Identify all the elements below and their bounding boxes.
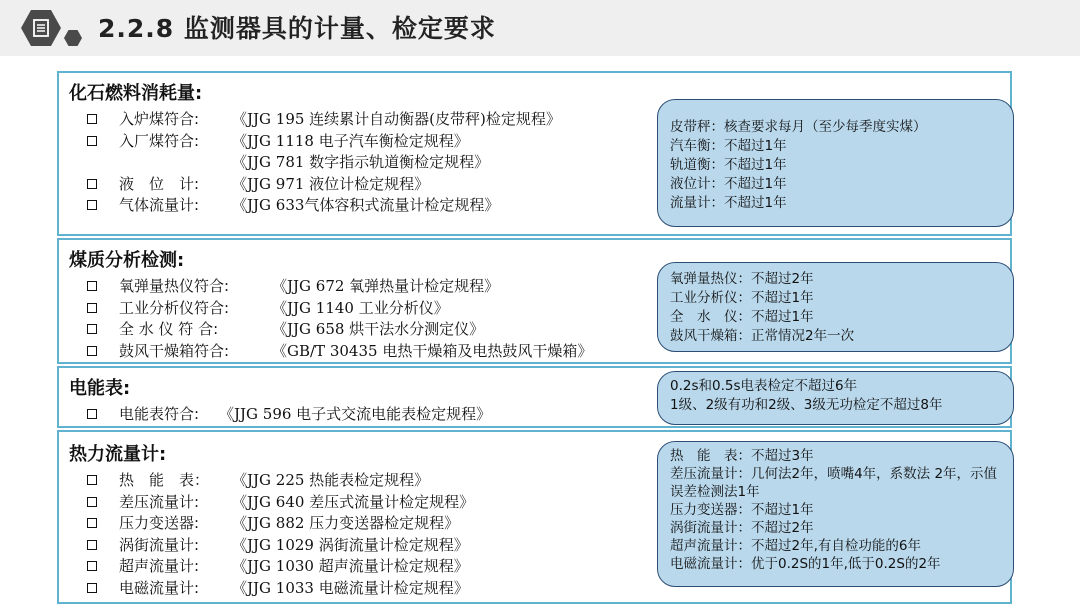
item-standard: 《GB/T 30435 电热干燥箱及电热鼓风干燥箱》 [272,341,593,360]
checkbox-bullet [87,346,97,356]
item-standard: 《JJG 971 液位计检定规程》 [232,174,430,193]
item-label: 入炉煤符合: [119,110,200,128]
item-label: 超声流量计: [119,557,200,576]
item-label: 液 位 计: [119,174,200,193]
checkbox-bullet [87,583,97,593]
info-line: 全 水 仪：不超过1年 [670,309,814,325]
info-line: 热 能 表：不超过3年 [670,448,814,464]
checkbox-bullet [87,518,97,528]
item-label: 涡街流量计: [119,535,200,554]
item-label: 入厂煤符合: [119,131,200,150]
item-standard: 《JJG 1033 电磁流量计检定规程》 [232,578,469,597]
item-label: 电能表符合: [119,405,200,423]
section-title: 化石燃料消耗量: [69,83,203,104]
item-standard: 《JJG 1030 超声流量计检定规程》 [232,557,469,576]
document-icon [31,18,51,38]
item-label: 压力变送器: [119,514,200,533]
checkbox-bullet [87,497,97,507]
info-box-coal [657,262,1014,352]
checkbox-bullet [87,114,97,124]
item-standard: 《JJG 882 压力变送器检定规程》 [232,514,460,533]
item-standard: 《JJG 658 烘干法水分测定仪》 [272,320,485,339]
item-label: 鼓风干燥箱符合: [119,341,230,360]
info-line: 液位计：不超过1年 [670,176,787,192]
item-label: 热 能 表： [119,471,210,489]
info-line: 超声流量计：不超过2年,有自检功能的6年 [670,538,921,554]
info-line: 0.2s和0.5s电表检定不超过6年 [670,378,858,394]
info-box-meter [657,371,1014,425]
info-line: 压力变送器：不超过1年 [670,502,814,518]
info-line: 差压流量计：几何法2年，喷嘴4年，系数法 2年，示值误差检测法1年 [670,466,998,500]
checkbox-bullet [87,136,97,146]
checkbox-bullet [87,561,97,571]
checkbox-bullet [87,475,97,485]
page-title: 2.2.8 监测器具的计量、检定要求 [98,14,496,43]
info-line: 流量计：不超过1年 [670,195,787,211]
checkbox-bullet [87,179,97,189]
item-label: 气体流量计: [119,196,200,215]
info-box-heat [657,441,1014,587]
item-standard: 《JJG 1029 涡街流量计检定规程》 [232,535,469,554]
item-label: 氧弹量热仪符合: [119,277,230,295]
info-line: 1级、2级有功和2级、3级无功检定不超过8年 [670,397,943,413]
section-title: 电能表: [69,378,131,399]
section-title: 热力流量计: [69,444,167,465]
item-standard: 《JJG 225 热能表检定规程》 [232,471,430,489]
checkbox-bullet [87,281,97,291]
checkbox-bullet [87,303,97,313]
small-hexagon [64,30,82,46]
info-line: 工业分析仪：不超过1年 [670,290,814,306]
info-line: 汽车衡：不超过1年 [670,138,787,154]
header-bar [0,0,1080,56]
item-standard: 《JJG 1118 电子汽车衡检定规程》 [232,131,469,150]
info-line: 鼓风干燥箱：正常情况2年一次 [670,328,855,344]
item-label: 工业分析仪符合: [119,298,230,317]
checkbox-bullet [87,540,97,550]
checkbox-bullet [87,324,97,334]
info-line: 氧弹量热仪：不超过2年 [670,271,814,287]
info-line: 皮带秤：核查要求每月（至少每季度实煤） [670,119,927,135]
checkbox-bullet [87,200,97,210]
checkbox-bullet [87,409,97,419]
info-line: 电磁流量计：优于0.2S的1年,低于0.2S的2年 [670,556,941,572]
item-standard: 《JJG 1140 工业分析仪》 [272,298,449,317]
item-standard: 《JJG 640 差压式流量计检定规程》 [232,492,475,511]
item-label: 电磁流量计: [119,578,200,597]
item-label: 差压流量计: [119,492,200,511]
item-standard: 《JJG 195 连续累计自动衡器(皮带秤)检定规程》 [232,110,561,128]
item-standard: 《JJG 596 电子式交流电能表检定规程》 [219,405,492,423]
section-title: 煤质分析检测: [69,250,185,271]
info-box-fossil [657,99,1014,227]
info-line: 轨道衡：不超过1年 [670,157,787,173]
item-standard: 《JJG 672 氧弹热量计检定规程》 [272,277,500,295]
item-standard: 《JJG 781 数字指示轨道衡检定规程》 [232,153,490,172]
item-label: 全 水 仪 符 合: [119,320,219,339]
item-standard: 《JJG 633气体容积式流量计检定规程》 [232,196,500,215]
info-line: 涡街流量计：不超过2年 [670,520,814,536]
